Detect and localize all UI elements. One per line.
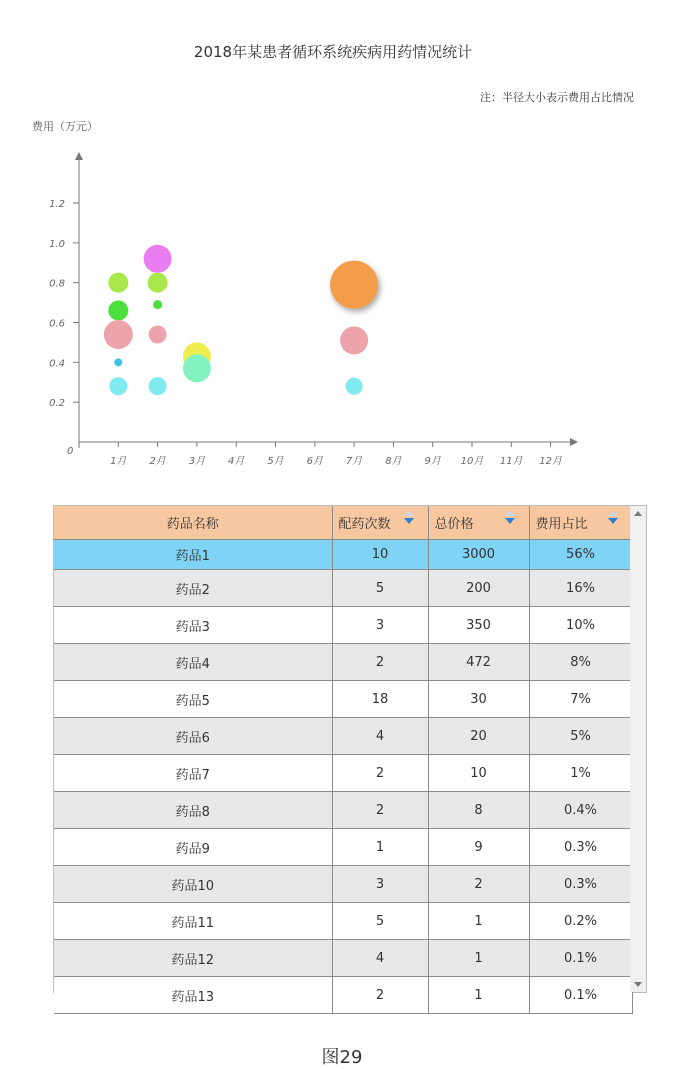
sort-icon[interactable] (505, 518, 515, 524)
header-drug-name[interactable]: 药品名称 (54, 506, 332, 540)
x-axis-arrow-icon (570, 438, 578, 446)
table-row[interactable] (54, 755, 632, 792)
table-row[interactable] (54, 829, 632, 866)
cell-drug-name: 药品7 (54, 755, 332, 792)
cell-dispense-count: 4 (332, 940, 428, 977)
cell-dispense-count: 3 (332, 607, 428, 644)
data-bubble (330, 261, 378, 309)
x-tick-label: 4月 (228, 456, 245, 467)
scroll-down-arrow-icon[interactable] (634, 982, 642, 987)
cell-cost-share: 0.3% (529, 829, 632, 866)
y-tick-label: 0.8 (49, 278, 65, 290)
cell-dispense-count: 1 (332, 829, 428, 866)
data-bubble (109, 377, 127, 395)
cell-cost-share: 10% (529, 607, 632, 644)
y-tick-label: 1.2 (49, 199, 65, 210)
cell-dispense-count: 18 (332, 681, 428, 718)
table-header-row (54, 506, 632, 540)
cell-cost-share: 1% (529, 755, 632, 792)
cell-total-price: 3000 (428, 540, 529, 570)
table-row[interactable] (54, 681, 632, 718)
data-bubble (104, 320, 133, 349)
cell-cost-share: 0.1% (529, 977, 632, 1014)
cell-total-price: 8 (428, 792, 529, 829)
y-axis-arrow-icon (75, 152, 83, 160)
table-body (54, 540, 632, 1014)
cell-drug-name: 药品13 (54, 977, 332, 1014)
cell-total-price: 472 (428, 644, 529, 681)
x-tick-label: 6月 (306, 456, 323, 467)
table-row[interactable] (54, 644, 632, 681)
cell-drug-name: 药品6 (54, 718, 332, 755)
cell-dispense-count: 2 (332, 644, 428, 681)
data-bubble (340, 326, 368, 354)
x-tick-label: 7月 (345, 456, 363, 467)
figure-caption: 图29 (321, 1047, 363, 1068)
cell-dispense-count: 2 (332, 792, 428, 829)
data-bubble (153, 300, 162, 309)
x-tick-label: 5月 (267, 456, 284, 467)
medication-table-panel[interactable] (53, 505, 647, 1005)
chart-note: 注：半径大小表示费用占比情况 (480, 91, 634, 104)
table-row[interactable] (54, 540, 632, 570)
x-tick-label: 1月 (110, 456, 127, 467)
data-bubble (346, 378, 363, 395)
table-row[interactable] (54, 570, 632, 607)
cell-drug-name: 药品12 (54, 940, 332, 977)
cell-total-price: 2 (428, 866, 529, 903)
cell-total-price: 350 (428, 607, 529, 644)
bubble-series (104, 245, 378, 395)
y-tick-label: 0.4 (49, 358, 65, 370)
cell-total-price: 1 (428, 977, 529, 1014)
data-bubble (149, 377, 167, 395)
cell-drug-name: 药品2 (54, 570, 332, 607)
table-row[interactable] (54, 940, 632, 977)
data-bubble (149, 325, 167, 343)
chart-title: 2018年某患者循环系统疾病用药情况统计 (193, 43, 473, 61)
data-bubble (108, 273, 128, 293)
header-cost-share[interactable] (529, 506, 632, 540)
cell-drug-name: 药品4 (54, 644, 332, 681)
data-bubble (108, 301, 128, 321)
cell-cost-share: 0.3% (529, 866, 632, 903)
table-row[interactable] (54, 866, 632, 903)
data-bubble (114, 358, 122, 366)
x-tick-label: 10月 (460, 456, 484, 467)
table-row[interactable] (54, 607, 632, 644)
data-bubble (144, 245, 172, 273)
x-tick-label: 11月 (499, 456, 523, 467)
cell-total-price: 20 (428, 718, 529, 755)
cell-drug-name: 药品11 (54, 903, 332, 940)
cell-drug-name: 药品10 (54, 866, 332, 903)
cell-cost-share: 5% (529, 718, 632, 755)
table-row[interactable] (54, 903, 632, 940)
cell-total-price: 1 (428, 940, 529, 977)
cell-cost-share: 0.4% (529, 792, 632, 829)
x-tick-label: 2月 (149, 456, 166, 467)
data-bubble (183, 354, 211, 382)
y-axis-label: 费用（万元） (32, 120, 98, 133)
cell-dispense-count: 2 (332, 755, 428, 792)
header-cost-share-label: 费用占比 (535, 517, 588, 532)
axes (49, 152, 578, 467)
header-total-price[interactable] (428, 506, 529, 540)
cell-cost-share: 0.2% (529, 903, 632, 940)
cell-dispense-count: 5 (332, 570, 428, 607)
sort-icon[interactable] (608, 518, 618, 524)
cell-drug-name: 药品9 (54, 829, 332, 866)
data-bubble (148, 273, 168, 293)
x-tick-label: 3月 (188, 456, 206, 467)
header-dispense-count-label: 配药次数 (338, 517, 391, 532)
cell-cost-share: 56% (529, 540, 632, 570)
scroll-up-arrow-icon[interactable] (634, 511, 642, 516)
sort-icon[interactable] (404, 518, 414, 524)
bubble-chart (0, 140, 684, 475)
cell-drug-name: 药品3 (54, 607, 332, 644)
cell-cost-share: 16% (529, 570, 632, 607)
y-tick-label: 0.2 (49, 398, 65, 410)
origin-label: 0 (67, 446, 74, 457)
y-tick-label: 0.6 (49, 318, 65, 330)
cell-drug-name: 药品1 (54, 540, 332, 570)
cell-dispense-count: 5 (332, 903, 428, 940)
medication-table (54, 506, 633, 1014)
cell-dispense-count: 10 (332, 540, 428, 570)
cell-total-price: 9 (428, 829, 529, 866)
cell-drug-name: 药品8 (54, 792, 332, 829)
cell-dispense-count: 4 (332, 718, 428, 755)
cell-total-price: 30 (428, 681, 529, 718)
cell-drug-name: 药品5 (54, 681, 332, 718)
x-tick-label: 9月 (424, 456, 441, 467)
header-total-price-label: 总价格 (434, 517, 474, 532)
x-tick-label: 8月 (385, 456, 402, 467)
cell-total-price: 10 (428, 755, 529, 792)
y-tick-label: 1.0 (49, 238, 65, 250)
table-row[interactable] (54, 792, 632, 829)
table-row[interactable] (54, 718, 632, 755)
cell-total-price: 200 (428, 570, 529, 607)
cell-cost-share: 0.1% (529, 940, 632, 977)
table-scrollbar[interactable] (630, 506, 646, 992)
table-row[interactable] (54, 977, 632, 1014)
x-tick-label: 12月 (539, 456, 562, 467)
header-dispense-count[interactable] (332, 506, 428, 540)
cell-total-price: 1 (428, 903, 529, 940)
cell-dispense-count: 2 (332, 977, 428, 1014)
cell-dispense-count: 3 (332, 866, 428, 903)
cell-cost-share: 7% (529, 681, 632, 718)
cell-cost-share: 8% (529, 644, 632, 681)
